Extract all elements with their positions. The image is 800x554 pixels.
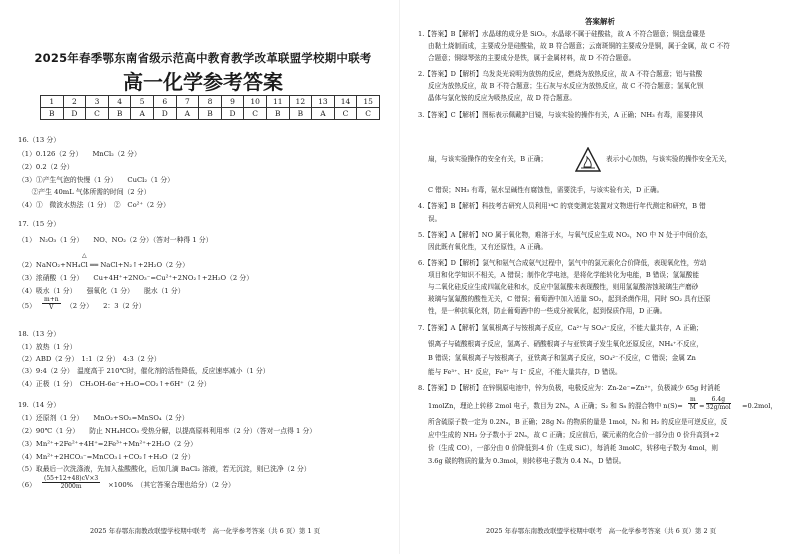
fraction-numerator: (55+12+48)cV×3 [44, 475, 99, 482]
q17-header: 17.（15 分） [18, 220, 61, 228]
q6-explanation-line4: 玻璃与氢氟酸的酸性无关，C 错误；葡萄酒中加入适量 SO₂，起到杀菌作用，同时 SO₂ 具有还原 [428, 295, 711, 303]
q17-fraction [42, 296, 61, 311]
q8-explanation-line6: 3.6g 碳的物质的量为 0.3mol，则转移电子数为 0.4 Nₐ，D 错误。 [428, 457, 626, 465]
q18-part3: （3）9:4（2 分） 温度高于 210℃时，催化剂的活性降低，反应速率减小（1 分） [18, 367, 270, 375]
answer-letter-cell: B [108, 108, 131, 120]
q18-part4: （4）正极（1 分） CH₃OH-6e⁻+H₂O=CO₂↑+6H⁺（2 分） [18, 380, 211, 388]
question-number-cell: 7 [176, 96, 199, 108]
fraction-numerator: m+n [44, 296, 59, 303]
q19-part3: （3）Mn²⁺+2Fe²⁺+4H⁺=2Fe³⁺+Mn²⁺+2H₂O（2 分） [18, 440, 197, 448]
exam-title: 2025年春季鄂东南省级示范高中教育教学改革联盟学校期中联考 [34, 51, 372, 65]
question-number-cell: 2 [63, 96, 86, 108]
q18-part2: （2）ABD（2 分） 1:1（2 分） 4:3（2 分） [18, 355, 161, 363]
q7-explanation-line4: 能与 Fe³⁺、H⁺ 反应，Fe³⁺ 与 I⁻ 反应，不能大量共存，D 错误。 [428, 368, 622, 376]
q3-explanation-line4: C 错误；NH₃ 有毒，氨水呈碱性有腐蚀性，需要洗手，与该实验有关，D 正确。 [428, 186, 664, 194]
q6-explanation-line1: 6.【答案】D【解析】氯气和氨气合成氨气过程中，氯气中的氯元素化合价降低，表现氧化性，劳动 [418, 259, 707, 267]
question-number-cell: 10 [244, 96, 267, 108]
q6-explanation-line5: 性，是一种抗氧化剂，防止葡萄酒中的一些成分被氧化，起到保质作用，D 正确。 [428, 307, 667, 315]
question-number-cell: 6 [153, 96, 176, 108]
q2-explanation-line1: 2.【答案】D【解析】乌发炎光说明为放热的反应，燃烧为放热反应，故 A 不符合题意；铝与盐酸 [418, 70, 703, 78]
heating-symbol: △ [82, 252, 87, 259]
moles-fraction [688, 396, 698, 411]
fraction-denominator: 2000m [60, 483, 82, 490]
fraction-numerator: 6.4g [706, 396, 731, 404]
answer-letter-cell: C [357, 108, 380, 120]
q1-explanation-line3: 合题意；铜绿琴弦的主要成分是铁，属于金属材料，故 D 不符合题意。 [428, 54, 636, 62]
equals-sign: = [699, 402, 705, 410]
q2-explanation-line2: 反应为放热反应，故 B 不符合题意；生石灰与水反应为放热反应，故 C 不符合题意；氢氧化钡 [428, 82, 704, 90]
fraction-numerator: m [690, 396, 696, 403]
q19-part2: （2）90℃（1 分） 防止 NH₄HCO₃ 受热分解，以提高原料利用率（2 分）（答对一点得 1 分） [18, 427, 317, 435]
q5-explanation-line1: 5.【答案】A【解析】NO 属于氧化物，难溶于水，与氧气反应生成 NO₂，NO 中 N 处于中间价态， [418, 231, 713, 239]
q19-part4: （4）Mn²⁺+2HCO₃⁻=MnCO₃↓+CO₂↑+H₂O（2 分） [18, 453, 195, 461]
q19-part1: （1）还原剂（1 分） MnO₂+SO₂=MnSO₄（2 分） [18, 414, 189, 422]
answer-letter-cell: C [334, 108, 357, 120]
q1-explanation-line1: 1.【答案】B【解析】水晶球的成分是 SiO₂，水晶球不属于硅酸盐，故 A 不符合题意；铜盘盘碟是 [418, 30, 706, 38]
q3-explanation-line2: 扇，与该实验操作的安全有关，B 正确； [428, 155, 548, 163]
question-number-cell: 13 [312, 96, 335, 108]
answer-letter-cell: B [41, 108, 64, 120]
q17-part1: （1） N₂O₃（1 分） NO、NO₂（2 分）（答对一种得 1 分） [18, 236, 213, 244]
q8-explanation-line5: 价（生成 CO），一部分由 0 价降低到-4 价（生成 SiC），每消耗 3molC，转移电子数为 4mol，则 [428, 444, 718, 452]
fraction-denominator: 32g/mol [706, 404, 731, 411]
answer-letter-row [41, 108, 380, 120]
question-number-cell: 12 [289, 96, 312, 108]
page-footer: 2025 年春鄂东南教改联盟学校期中联考 高一化学参考答案（共 6 页）第 2 页 [486, 527, 717, 535]
answer-letter-cell: B [289, 108, 312, 120]
answer-letter-cell: B [199, 108, 222, 120]
q19-part6-score: ×100% （其它答案合理也给分）（2 分） [108, 481, 235, 489]
answer-letter-cell: C [86, 108, 109, 120]
answer-key-title: 高一化学参考答案 [123, 70, 283, 94]
q16-part2: （2）0.2（2 分） [18, 163, 74, 171]
q17-part5-score: （2 分） 2：3（2 分） [66, 302, 146, 310]
question-number-cell: 1 [41, 96, 64, 108]
q19-part6-label: （6） [18, 481, 36, 489]
question-number-cell: 11 [266, 96, 289, 108]
q17-part4: （4）吸水（1 分） 强氧化（1 分） 脱水（1 分） [18, 287, 185, 295]
q17-part5-label: （5） [18, 302, 36, 310]
q19-header: 19.（14 分） [18, 401, 61, 409]
page-footer: 2025 年春鄂东南教改联盟学校期中联考 高一化学参考答案（共 6 页）第 1 页 [90, 527, 321, 535]
answer-letter-cell: D [221, 108, 244, 120]
q1-explanation-line2: 由黏土烧制而成，主要成分是硅酸盐，故 B 符合题意；云南斑铜的主要成分是铜，属于金属，故 C 不符 [428, 42, 730, 50]
answer-letter-cell: A [312, 108, 335, 120]
answer-letter-cell: A [176, 108, 199, 120]
question-number-cell: 9 [221, 96, 244, 108]
q8-explanation-line4: 应中生成的 NH₃ 分子数小于 2Nₐ，故 C 正确；反应前后，碳元素的化合价一部分由 0 价升高到+2 [428, 431, 720, 439]
question-number-cell: 15 [357, 96, 380, 108]
q19-fraction [42, 475, 100, 490]
question-number-cell: 8 [199, 96, 222, 108]
q8-explanation-line1: 8.【答案】D【解析】在锌铜原电池中，锌为负极，电极反应为：Zn-2e⁻=Zn²⁺，负极减少 65g 时消耗 [418, 384, 721, 392]
fraction-denominator: V [49, 304, 54, 311]
q19-part5: （5）取最后一次洗涤液，先加入盐酸酸化，后加几滴 BaCl₂ 溶液，若无沉淀，则已洗净（2 分） [18, 465, 311, 473]
q8-explanation-line2: 1molZn，理论上转移 2mol 电子，数目为 2Nₐ，A 正确；S₂ 和 S₈ 的混合物中 n(S)= [428, 402, 683, 410]
q2-explanation-line3: 晶体与氯化铵的反应为吸热反应，故 D 符合题意。 [428, 94, 576, 102]
q3-explanation-line1: 3.【答案】C【解析】图标表示佩戴护目镜，与该实验的操作有关，A 正确；NH₃ 有毒，需要排风 [418, 111, 704, 119]
q8-moles-result: =0.2mol， [742, 402, 777, 410]
explanation-title: 答案解析 [585, 17, 615, 26]
q6-explanation-line3: 与二氧化硅反应生成四氟化硅和水，反应中氢氟酸未表现酸性，则用氢氟酸溶蚀玻璃生产磨砂 [428, 283, 699, 291]
q4-explanation-line1: 4.【答案】B【解析】科技考古研究人员利用¹⁴C 的衰变测定装置对文物进行年代测定和研究，B 错 [418, 202, 706, 210]
q6-explanation-line2: 项目和化学知识不相关，A 错误；制作化学电池，是将化学能转化为电能，B 错误；氢氟酸能 [428, 271, 699, 279]
answer-letter-cell: C [244, 108, 267, 120]
answer-letter-cell: D [63, 108, 86, 120]
q8-explanation-line3: 所含硫原子数一定为 0.2Nₐ，B 正确；28g N₂ 的物质的量是 1mol，N₂ 和 H₂ 的反应是可逆反应，反 [428, 418, 728, 426]
fraction-denominator: M [689, 404, 696, 411]
q7-explanation-line3: B 错误；氢氧根离子与铵根离子，亚铁离子和氢离子反应，SO₄²⁻不反应，C 错误；金属 Zn [428, 354, 696, 362]
q3-explanation-line3: 表示小心加热，与该实验的操作安全无关， [606, 155, 732, 163]
question-number-row [41, 96, 380, 108]
answer-letter-cell: A [131, 108, 154, 120]
question-number-cell: 14 [334, 96, 357, 108]
q17-part2: （2）NaNO₂+NH₄Cl ══ NaCl+N₂↑+2H₂O（2 分） [18, 261, 189, 269]
question-number-cell: 4 [108, 96, 131, 108]
q18-header: 18.（13 分） [18, 330, 61, 338]
question-number-cell: 5 [131, 96, 154, 108]
q5-explanation-line2: 因此既有氧化性，又有还原性，A 正确。 [428, 243, 547, 251]
q7-explanation-line2: 银离子与硫酸根离子反应，氢离子、硝酸根离子与亚铁离子发生氧化还原反应，NH₄⁺不反应， [428, 340, 703, 348]
q18-part1: （1）放热（1 分） [18, 343, 77, 351]
q16-part3a: （3）①产生气泡的快慢（1 分） CuCl₂（1 分） [18, 176, 174, 184]
multiple-choice-answer-table [40, 95, 380, 120]
heating-hazard-icon [575, 147, 601, 173]
q16-part4: （4）① 微波水热法（1 分） ② Co²⁺（2 分） [18, 201, 170, 209]
q16-part1: （1）0.126（2 分） MnCl₂（2 分） [18, 150, 141, 158]
answer-letter-cell: D [153, 108, 176, 120]
answer-letter-cell: B [266, 108, 289, 120]
question-number-cell: 3 [86, 96, 109, 108]
q17-part3: （3）浓硝酸（1 分） Cu+4H⁺+2NO₃⁻=Cu²⁺+2NO₂↑+2H₂O（2 分） [18, 274, 254, 282]
q16-part3b: ②产生 40mL 气体所需的时间（2 分） [18, 188, 151, 196]
q4-explanation-line2: 误。 [428, 215, 442, 223]
q7-explanation-line1: 7.【答案】A【解析】氢氧根离子与铵根离子反应，Ca²⁺与 SO₄²⁻反应，不能大量共存，A 正确； [418, 324, 703, 332]
sulfur-mass-fraction [706, 396, 731, 411]
q16-header: 16.（13 分） [18, 136, 61, 144]
